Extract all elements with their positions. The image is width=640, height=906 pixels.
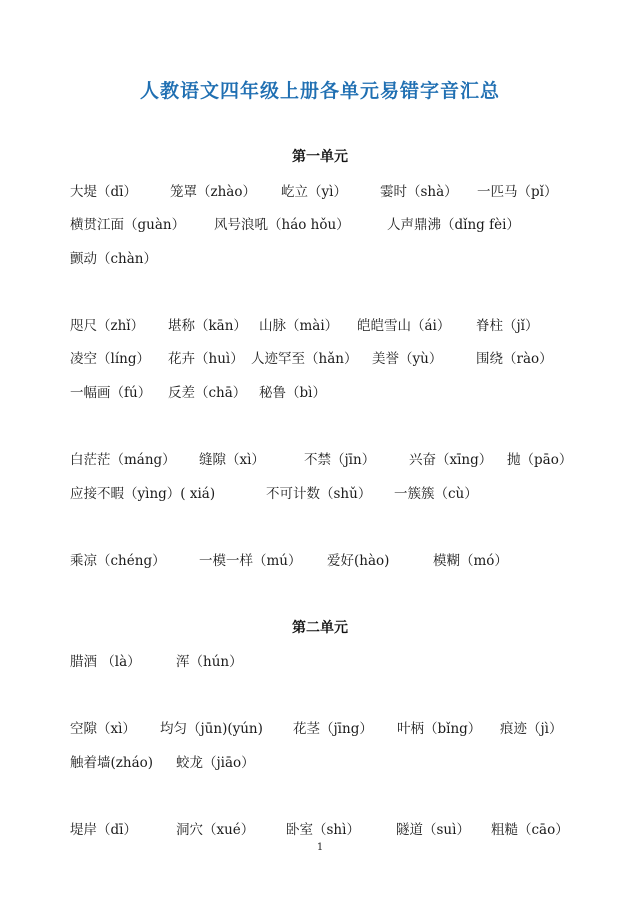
- unit2-line-1: [0, 650, 640, 672]
- word-item: 抛（pāo）: [507, 452, 573, 468]
- word-item: 模糊（mó）: [433, 553, 508, 569]
- word-item: 爱好(hào): [327, 553, 390, 569]
- word-item: 屹立（yì）: [281, 184, 347, 200]
- unit1-line-1: [0, 180, 640, 202]
- unit1-line-6: [0, 381, 640, 403]
- unit1-line-2: [0, 213, 640, 235]
- word-item: 山脉（mài）: [259, 318, 339, 334]
- page-number: 1: [316, 842, 324, 853]
- word-item: 均匀（jūn)(yún): [160, 721, 263, 737]
- word-item: 应接不暇（yìng）( xiá): [70, 486, 216, 502]
- word-item: 触着墙(zháo): [70, 755, 154, 771]
- word-item: 一幅画（fú）: [70, 385, 152, 401]
- word-item: 痕迹（jì）: [500, 721, 563, 737]
- word-item: 粗糙（cāo）: [491, 822, 569, 838]
- word-item: 围绕（rào）: [476, 351, 553, 367]
- unit2-line-2: [0, 717, 640, 739]
- word-item: 笼罩（zhào）: [170, 184, 256, 200]
- word-item: 反差（chā）: [168, 385, 247, 401]
- word-item: 白茫茫（máng）: [70, 452, 176, 468]
- unit1-line-7: [0, 448, 640, 470]
- word-item: 凌空（líng）: [70, 351, 150, 367]
- word-item: 腊酒 （là）: [70, 654, 141, 670]
- word-item: 兴奋（xīng）: [409, 452, 493, 468]
- word-item: 花茎（jīng）: [293, 721, 373, 737]
- word-item: 不禁（jīn）: [304, 452, 376, 468]
- unit2-line-4: [0, 818, 640, 840]
- word-item: 脊柱（jǐ）: [476, 318, 539, 334]
- word-item: 缝隙（xì）: [199, 452, 265, 468]
- word-item: 大堤（dī）: [70, 184, 137, 200]
- unit1-line-9: [0, 549, 640, 571]
- word-item: 堪称（kān）: [168, 318, 247, 334]
- word-item: 叶柄（bǐng）: [397, 721, 482, 737]
- word-item: 不可计数（shǔ）: [266, 486, 372, 502]
- word-item: 美誉（yù）: [372, 351, 443, 367]
- unit1-line-3: [0, 247, 640, 269]
- unit2-heading: 第二单元: [292, 620, 348, 636]
- unit1-line-8: [0, 482, 640, 504]
- word-item: 咫尺（zhǐ）: [70, 318, 145, 334]
- word-item: 堤岸（dī）: [70, 822, 137, 838]
- word-item: 卧室（shì）: [286, 822, 360, 838]
- word-item: 乘凉（chéng）: [70, 553, 166, 569]
- word-item: 洞穴（xué）: [176, 822, 255, 838]
- word-item: 横贯江面（guàn）: [70, 217, 186, 233]
- word-item: 浑（hún）: [176, 654, 243, 670]
- word-item: 一簇簇（cù）: [394, 486, 478, 502]
- word-item: 颤动（chàn）: [70, 251, 157, 267]
- word-item: 一匹马（pǐ）: [477, 184, 558, 200]
- word-item: 空隙（xì）: [70, 721, 136, 737]
- unit1-line-5: [0, 347, 640, 369]
- unit2-line-3: [0, 751, 640, 773]
- document-title: 人教语文四年级上册各单元易错字音汇总: [139, 80, 500, 102]
- word-item: 人声鼎沸（dǐng fèi）: [387, 217, 520, 233]
- word-item: 风号浪吼（háo hǒu）: [214, 217, 350, 233]
- word-item: 皑皑雪山（ái）: [357, 318, 451, 334]
- word-item: 花卉（huì）: [168, 351, 244, 367]
- word-item: 一模一样（mú）: [199, 553, 302, 569]
- unit1-heading: 第一单元: [292, 149, 348, 165]
- word-item: 隧道（suì）: [396, 822, 470, 838]
- word-item: 霎时（shà）: [380, 184, 458, 200]
- word-item: 人迹罕至（hǎn）: [251, 351, 358, 367]
- word-item: 蛟龙（jiāo）: [176, 755, 255, 771]
- word-item: 秘鲁（bì）: [259, 385, 326, 401]
- unit1-line-4: [0, 314, 640, 336]
